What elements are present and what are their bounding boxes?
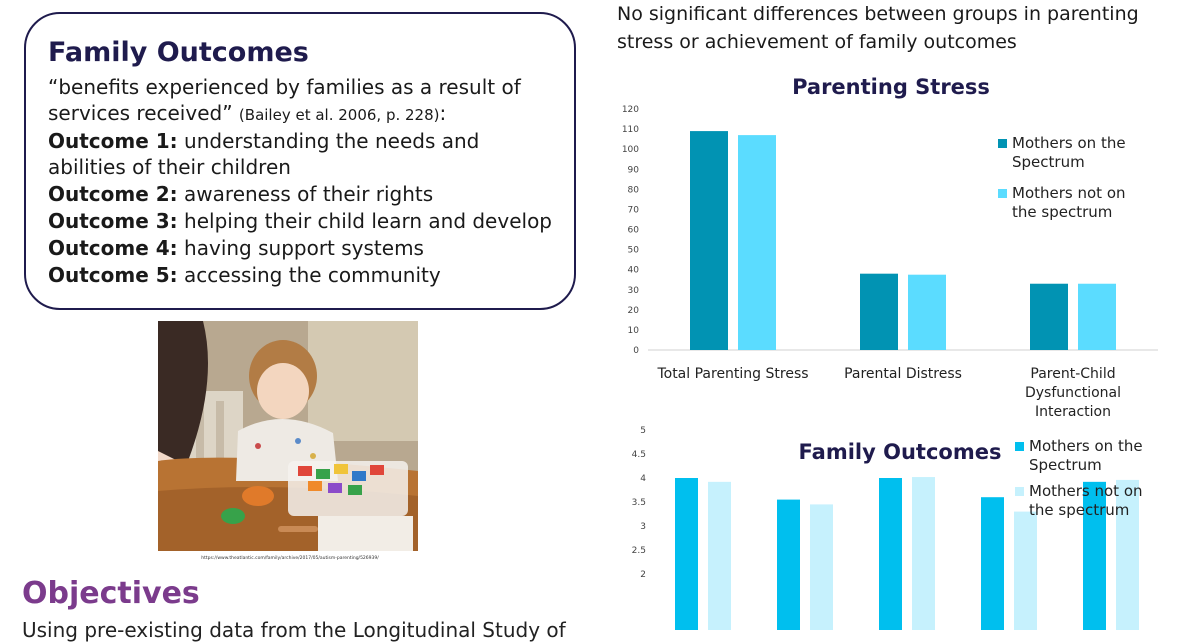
outcome-label: Outcome 1: bbox=[48, 129, 178, 153]
child-playing-photo bbox=[158, 321, 418, 551]
y-tick-label: 100 bbox=[621, 145, 639, 156]
legend-swatch bbox=[998, 189, 1007, 198]
legend-swatch bbox=[1015, 442, 1024, 451]
findings-line-2: stress or achievement of family outcomes bbox=[617, 31, 1017, 53]
findings-line-1: No significant differences between groups in parenting bbox=[617, 3, 1139, 25]
definition-line-1: “benefits experienced by families as a result of bbox=[48, 75, 521, 99]
outcome-label: Outcome 5: bbox=[48, 263, 178, 287]
bar-outcome-3-series-1 bbox=[879, 478, 902, 630]
legend-label: the spectrum bbox=[1012, 203, 1113, 221]
citation: (Bailey et al. 2006, p. 228) bbox=[238, 106, 440, 124]
y-tick-label: 50 bbox=[627, 245, 639, 256]
outcome-5 bbox=[48, 262, 441, 288]
outcome-1 bbox=[48, 128, 479, 154]
y-tick-label: 4.5 bbox=[631, 450, 646, 460]
bar-parent-child-dysfunctional-interaction-series-2 bbox=[1078, 284, 1116, 350]
photo-illustration bbox=[158, 321, 418, 551]
legend-label: Mothers on the bbox=[1029, 437, 1143, 455]
definition-line-2 bbox=[48, 100, 446, 128]
y-tick-label: 30 bbox=[627, 285, 639, 296]
y-tick-label: 4 bbox=[640, 474, 646, 484]
y-tick-label: 120 bbox=[621, 105, 639, 115]
outcome-label: Outcome 4: bbox=[48, 236, 178, 260]
outcome-text: awareness of their rights bbox=[177, 182, 434, 206]
legend-swatch bbox=[998, 139, 1007, 148]
bar-outcome-3-series-2 bbox=[912, 477, 935, 630]
y-tick-label: 10 bbox=[627, 325, 639, 336]
y-tick-label: 3 bbox=[640, 522, 646, 532]
outcome-1-continuation: abilities of their children bbox=[48, 155, 291, 179]
category-label: Parental Distress bbox=[844, 366, 962, 382]
family-outcomes-chart bbox=[600, 426, 1200, 630]
chart-title: Family Outcomes bbox=[798, 440, 1002, 464]
bar-outcome-2-series-2 bbox=[810, 504, 833, 630]
objectives-text: Using pre-existing data from the Longitudinal Study of bbox=[22, 618, 566, 642]
findings-note bbox=[617, 0, 1139, 56]
y-tick-label: 5 bbox=[640, 426, 646, 436]
outcome-2 bbox=[48, 181, 433, 207]
y-tick-label: 0 bbox=[633, 346, 639, 356]
category-label: Interaction bbox=[1035, 404, 1111, 420]
citation-suffix: : bbox=[439, 101, 447, 125]
bar-total-parenting-stress-series-1 bbox=[690, 131, 728, 350]
legend-label: Mothers not on bbox=[1029, 482, 1143, 500]
bar-outcome-1-series-2 bbox=[708, 482, 731, 630]
y-tick-label: 80 bbox=[627, 185, 639, 196]
bar-total-parenting-stress-series-2 bbox=[738, 135, 776, 350]
bar-outcome-2-series-1 bbox=[777, 500, 800, 630]
outcome-3 bbox=[48, 208, 552, 234]
legend-label: the spectrum bbox=[1029, 501, 1130, 519]
bar-outcome-1-series-1 bbox=[675, 478, 698, 630]
outcome-label: Outcome 3: bbox=[48, 209, 178, 233]
bar-parental-distress-series-1 bbox=[860, 274, 898, 350]
legend-label: Mothers on the bbox=[1012, 134, 1126, 152]
outcome-text: having support systems bbox=[177, 236, 424, 260]
y-tick-label: 2 bbox=[640, 570, 646, 580]
family-outcomes-title: Family Outcomes bbox=[48, 37, 309, 68]
y-tick-label: 3.5 bbox=[631, 498, 646, 508]
objectives-title: Objectives bbox=[22, 576, 200, 611]
photo-credit: https://www.theatlantic.com/family/archive/2017/05/autism-parenting/526939/ bbox=[201, 556, 379, 561]
outcome-text: helping their child learn and develop bbox=[177, 209, 552, 233]
y-tick-label: 110 bbox=[621, 125, 639, 136]
y-tick-label: 70 bbox=[627, 205, 639, 216]
chart-title: Parenting Stress bbox=[792, 75, 990, 99]
parenting-stress-chart bbox=[600, 60, 1200, 435]
definition-text: services received” bbox=[48, 101, 233, 125]
y-tick-label: 40 bbox=[627, 265, 639, 276]
bar-parent-child-dysfunctional-interaction-series-1 bbox=[1030, 284, 1068, 350]
bar-outcome-4-series-1 bbox=[981, 497, 1004, 630]
legend-label: Mothers not on bbox=[1012, 184, 1126, 202]
legend-label: Spectrum bbox=[1012, 153, 1085, 171]
category-label: Dysfunctional bbox=[1024, 385, 1122, 401]
y-tick-label: 2.5 bbox=[631, 546, 646, 556]
y-tick-label: 90 bbox=[627, 165, 639, 176]
outcome-4 bbox=[48, 235, 424, 261]
category-label: Total Parenting Stress bbox=[657, 366, 809, 382]
outcome-text: accessing the community bbox=[177, 263, 441, 287]
bar-parental-distress-series-2 bbox=[908, 275, 946, 350]
legend-label: Spectrum bbox=[1029, 456, 1102, 474]
category-label: Parent-Child bbox=[1030, 366, 1116, 382]
outcome-label: Outcome 2: bbox=[48, 182, 178, 206]
legend-swatch bbox=[1015, 487, 1024, 496]
y-tick-label: 60 bbox=[627, 225, 639, 236]
bar-outcome-4-series-2 bbox=[1014, 512, 1037, 630]
outcome-text: understanding the needs and bbox=[177, 129, 480, 153]
y-tick-label: 20 bbox=[627, 305, 639, 316]
